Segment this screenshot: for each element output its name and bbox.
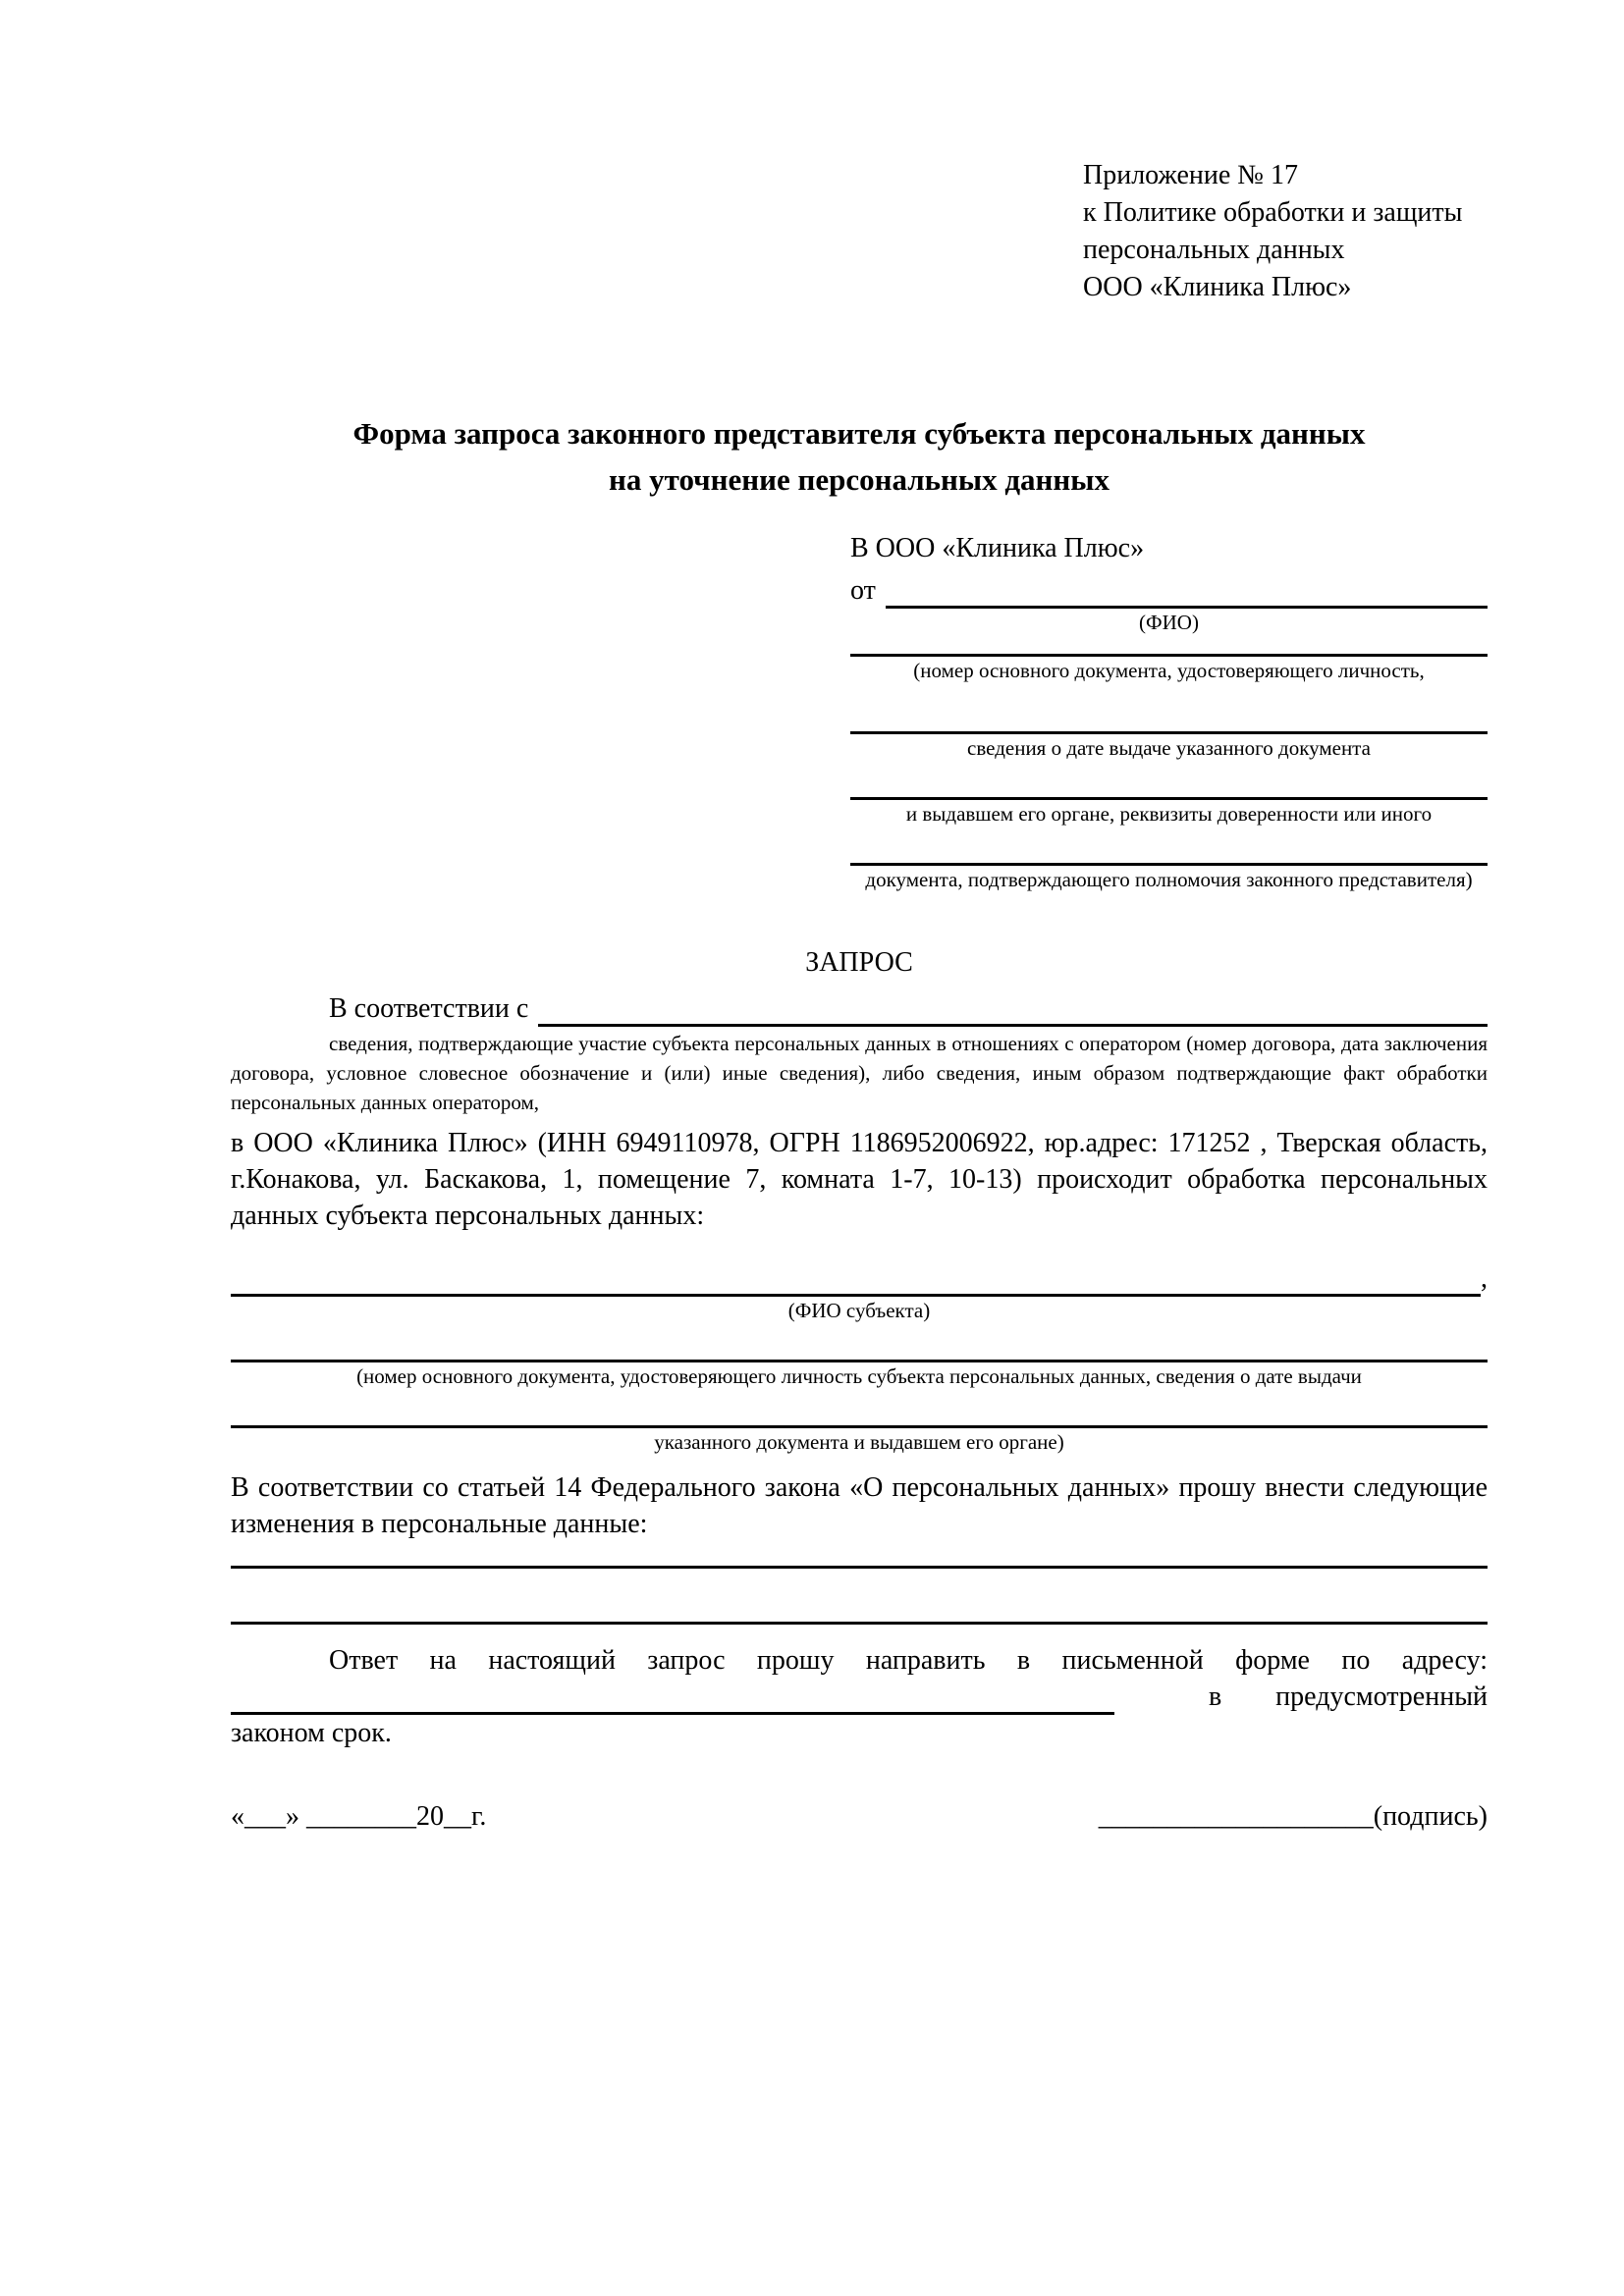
date-blank: «___» ________20__г. xyxy=(231,1801,487,1832)
reply-paragraph-line2: в предусмотренный xyxy=(1208,1682,1488,1712)
reply-paragraph-line3: законом срок. xyxy=(231,1718,392,1748)
fio-blank-line xyxy=(886,576,1488,609)
subject-fio-caption: (ФИО субъекта) xyxy=(787,1299,931,1322)
appendix-header-line: к Политике обработки и защиты xyxy=(1083,197,1463,228)
appendix-header-line: персональных данных xyxy=(1083,235,1345,265)
document-content xyxy=(231,157,1488,1836)
field-caption: и выдавшем его органе, реквизиты доверенности или иного xyxy=(905,802,1433,826)
document-title-line: Форма запроса законного представителя субъекта персональных данных xyxy=(352,416,1366,451)
addressee-from-row xyxy=(850,571,1488,609)
field-caption: документа, подтверждающего полномочия законного представителя) xyxy=(865,868,1473,891)
fio-caption: (ФИО) xyxy=(1139,611,1199,634)
addressee-organization: В ООО «Клиника Плюс» xyxy=(850,533,1145,563)
subject-document-caption: (номер основного документа, удостоверяющего личность субъекта персональных данных, сведения о дате выдачи xyxy=(356,1364,1362,1388)
reply-address-blank-line xyxy=(231,1682,1114,1715)
document-title-line: на уточнение персональных данных xyxy=(609,462,1110,497)
amendment-blank-line-2 xyxy=(231,1622,1488,1625)
appendix-header xyxy=(1083,157,1488,306)
reply-paragraph-line1: Ответ на настоящий запрос прошу направить в письменной форме по адресу: xyxy=(329,1645,1488,1676)
reply-address-row xyxy=(231,1679,1488,1715)
addressee-from-label: от xyxy=(850,575,876,606)
request-heading: ЗАПРОС xyxy=(805,947,913,978)
appendix-header-line: Приложение № 17 xyxy=(1083,160,1298,190)
intro-label: В соответствии с xyxy=(329,993,529,1024)
intro-row xyxy=(231,989,1488,1027)
document-title xyxy=(231,410,1488,503)
appendix-header-line: ООО «Клиника Плюс» xyxy=(1083,272,1352,302)
field-caption: сведения о дате выдаче указанного документа xyxy=(967,736,1371,760)
intro-footnote: сведения, подтверждающие участие субъекта персональных данных в отношениях с оператором (номер договора, дата заключения договора, условное словесное обозначение и (или) иные сведения), либо сведения, иным образом подтверждающие факт обработки персональных данных оператором, xyxy=(231,1032,1488,1114)
footer-row xyxy=(231,1798,1488,1836)
subject-fio-row xyxy=(231,1259,1488,1297)
operator-paragraph: в ООО «Клиника Плюс» (ИНН 6949110978, ОГРН 1186952006922, юр.адрес: 171252 , Тверская область, г.Конакова, ул. Баскакова, 1, помещение 7, комната 1-7, 10-13) происходит обработка персональных данных субъекта персональных данных: xyxy=(231,1128,1488,1231)
subject-document-caption-2: указанного документа и выдавшем его органе) xyxy=(654,1430,1064,1454)
subject-fio-blank-line xyxy=(231,1264,1481,1297)
addressee-block xyxy=(850,530,1488,893)
subject-line-comma: , xyxy=(1481,1263,1488,1294)
signature-area xyxy=(1099,1798,1488,1836)
signature-caption: (подпись) xyxy=(1373,1801,1488,1832)
field-caption: (номер основного документа, удостоверяющего личность, xyxy=(913,659,1425,682)
signature-blank-line: ____________________ xyxy=(1098,1801,1374,1832)
basis-blank-line xyxy=(538,994,1488,1027)
amendment-blank-line xyxy=(231,1566,1488,1569)
amendment-paragraph: В соответствии со статьей 14 Федерального закона «О персональных данных» прошу внести следующие изменения в персональные данные: xyxy=(231,1472,1488,1539)
